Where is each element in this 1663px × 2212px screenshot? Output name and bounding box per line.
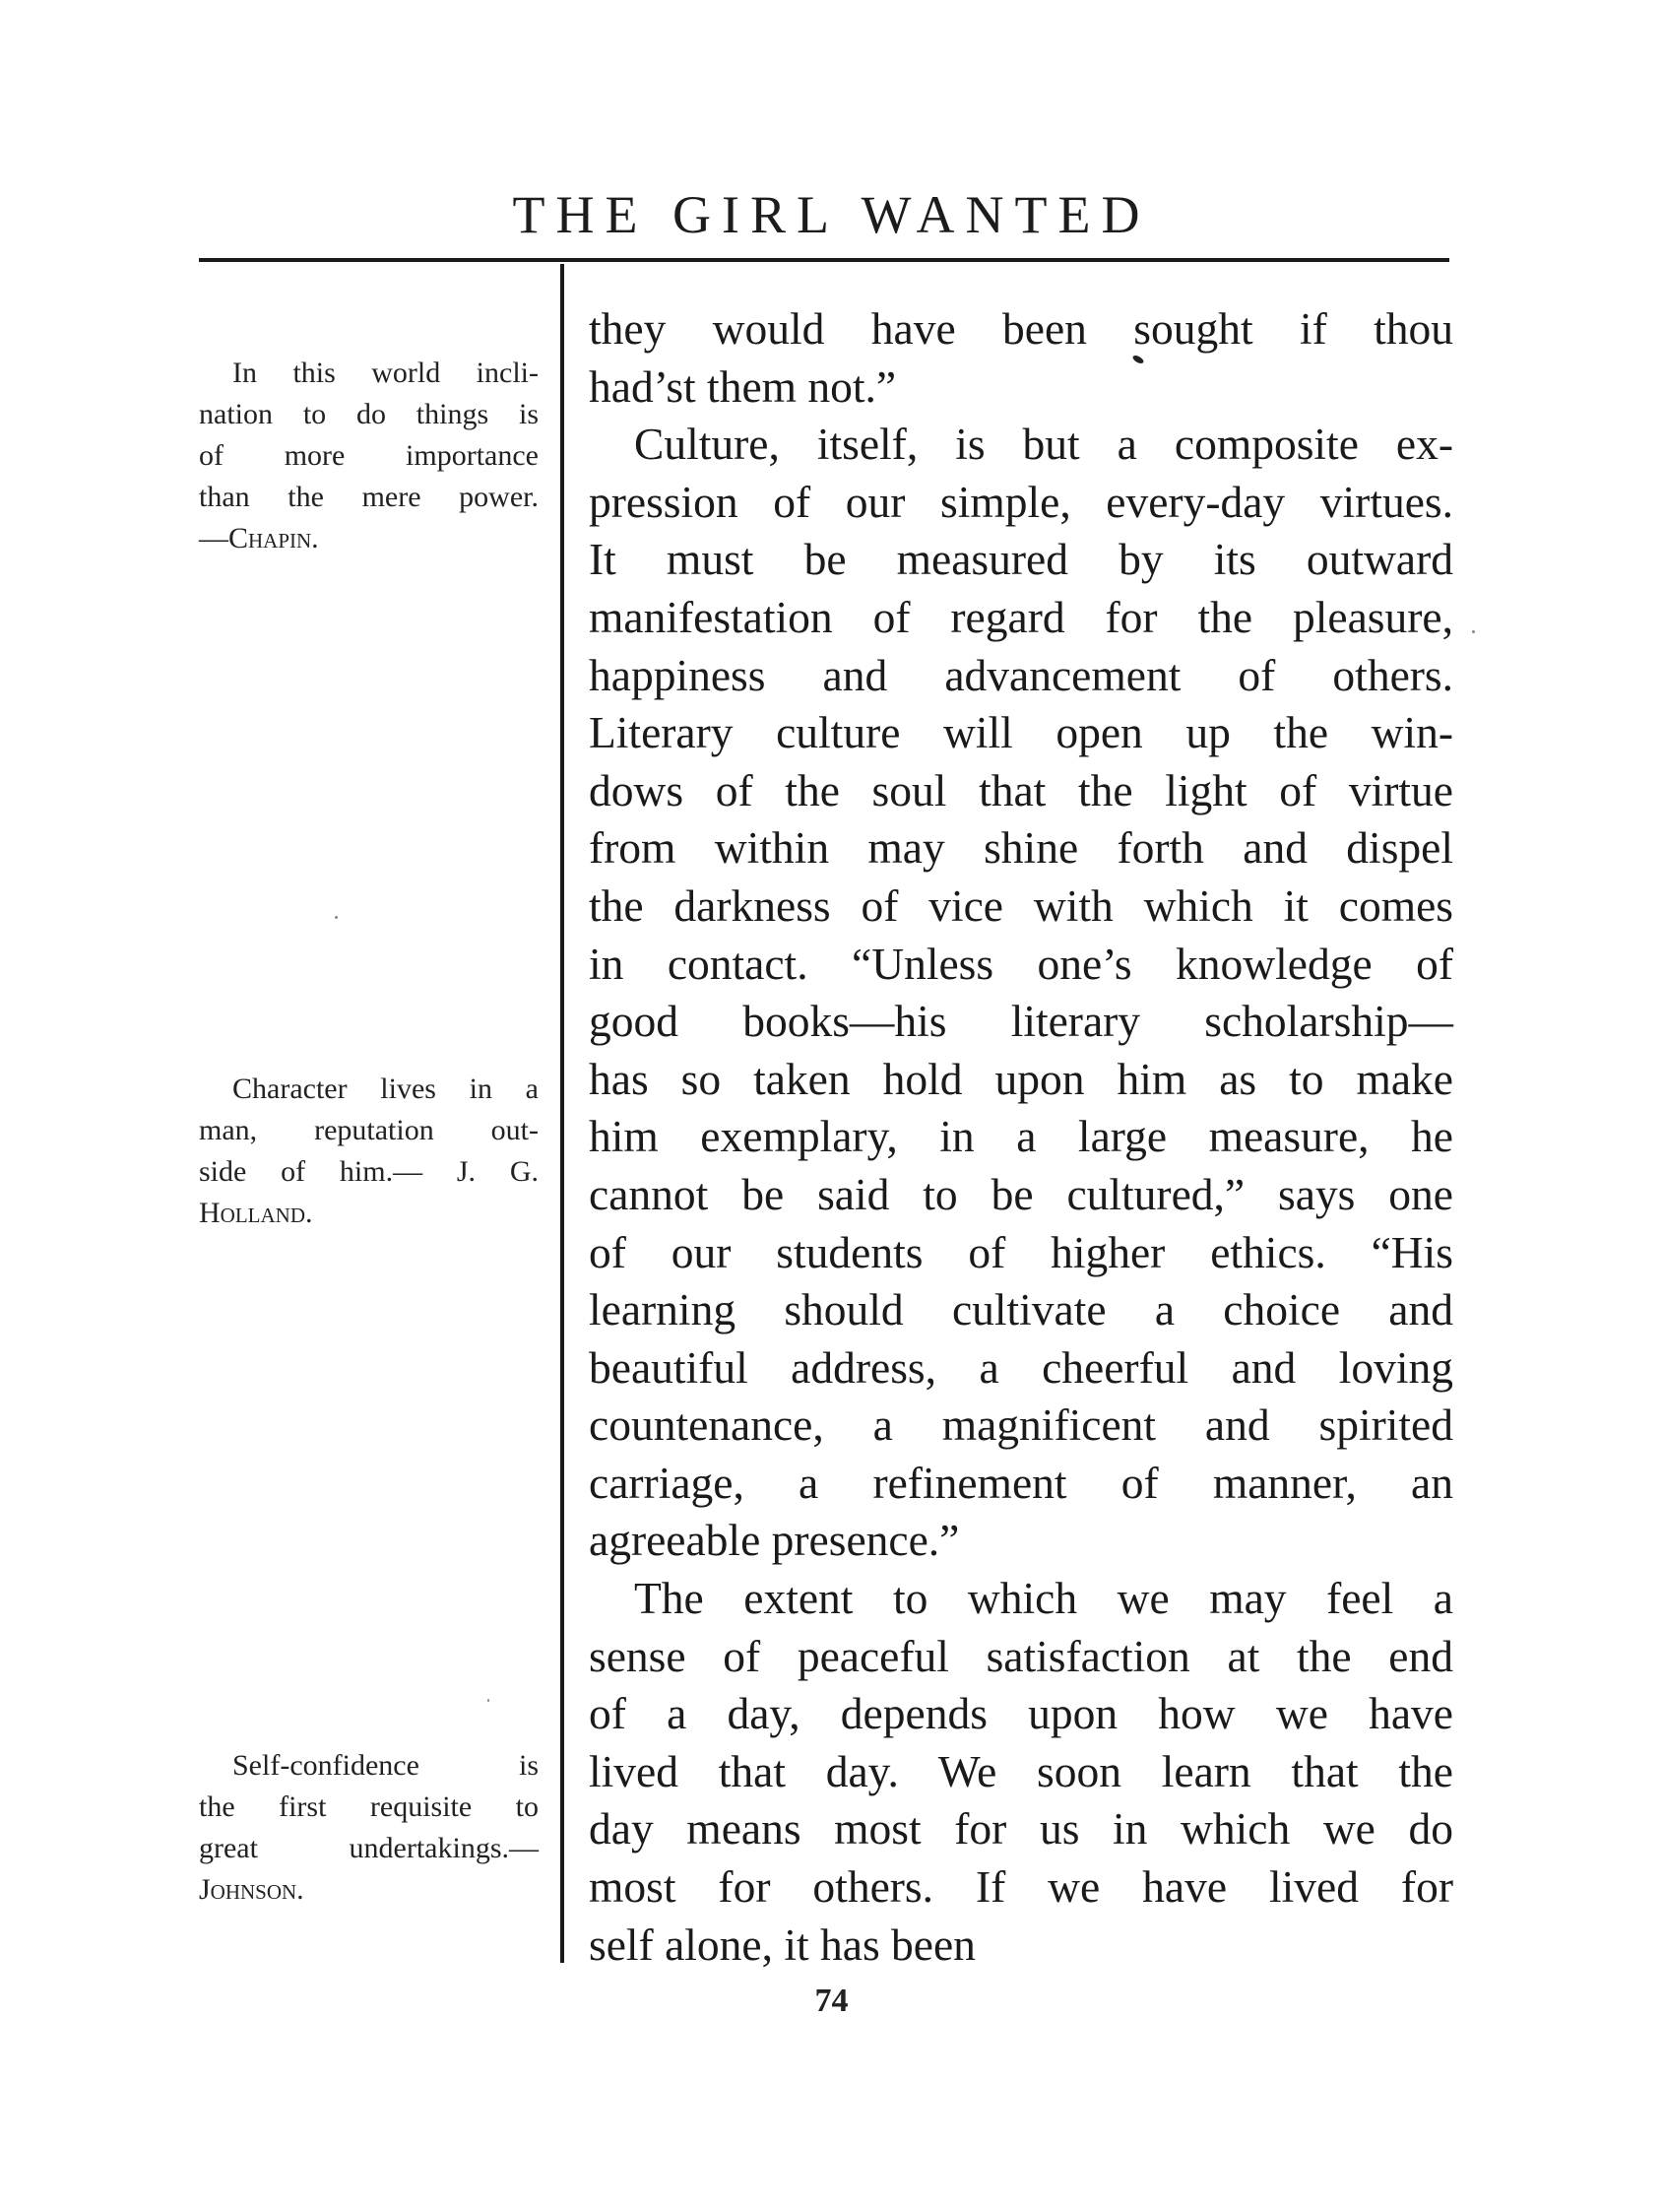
sidenote-chapin — [199, 353, 539, 559]
body-line: from within may shine forth and dispel — [589, 822, 1453, 874]
running-head: THE GIRL WANTED — [512, 185, 1151, 244]
sidenote-attribution: Chapin. — [228, 522, 319, 554]
sidenote-attribution-line — [199, 518, 539, 559]
body-line: Literary culture will open up the win- — [589, 707, 1453, 758]
body-line: beautiful address, a cheerful and loving — [589, 1341, 1453, 1393]
body-line: dows of the soul that the light of virtue — [589, 764, 1453, 815]
sidenote-line: the first requisite to — [199, 1790, 539, 1823]
body-line: lived that day. We soon learn that the — [589, 1745, 1453, 1796]
body-line: good books—his literary scholarship— — [589, 996, 1453, 1047]
body-line: of our students of higher ethics. “His — [589, 1226, 1453, 1277]
body-line: day means most for us in which we do — [589, 1803, 1453, 1854]
page-number: 74 — [814, 1983, 849, 2019]
body-line: has so taken hold upon him as to make — [589, 1053, 1453, 1104]
body-line: countenance, a magnificent and spirited — [589, 1399, 1453, 1451]
body-line: sense of peaceful satisfaction at the end — [589, 1630, 1453, 1681]
body-line: It must be measured by its outward — [589, 534, 1453, 585]
sidenote-johnson — [199, 1745, 539, 1911]
body-line: the darkness of vice with which it comes — [589, 879, 1453, 931]
ink-speck — [335, 916, 338, 919]
body-line: most for others. If we have lived for — [589, 1861, 1453, 1913]
body-line: learning should cultivate a choice and — [589, 1284, 1453, 1335]
ink-speck — [487, 1699, 489, 1702]
sidenote-line: nation to do things is — [199, 398, 539, 430]
sidenote-holland — [199, 1069, 539, 1234]
sidenote-line: great undertakings.— — [199, 1832, 539, 1864]
body-line: agreeable presence.” — [589, 1515, 960, 1566]
body-line: cannot be said to be cultured,” says one — [589, 1168, 1453, 1219]
header-rule — [199, 258, 1449, 262]
sidenote-attribution: Johnson. — [199, 1873, 304, 1906]
sidenote-line: man, reputation out- — [199, 1114, 539, 1146]
body-line: of a day, depends upon how we have — [589, 1688, 1453, 1739]
sidenote-line: side of him.— J. G. — [199, 1155, 539, 1188]
body-line: Culture, itself, is but a composite ex- — [634, 419, 1453, 470]
sidenote-line: than the mere power. — [199, 481, 539, 513]
body-line: in contact. “Unless one’s knowledge of — [589, 938, 1453, 989]
body-line: manifestation of regard for the pleasure, — [589, 591, 1453, 642]
body-line: they would have been sought if thou — [589, 303, 1453, 354]
sidenote-line: In this world incli- — [232, 357, 539, 389]
body-line: happiness and advancement of others. — [589, 649, 1453, 700]
sidenote-attribution: Holland. — [199, 1197, 313, 1229]
body-line: pression of our simple, every-day virtues. — [589, 476, 1453, 527]
sidenote-line: Character lives in a — [232, 1073, 539, 1105]
body-line: carriage, a refinement of manner, an — [589, 1457, 1453, 1508]
column-divider-rule — [560, 264, 564, 1963]
sidenote-line: Self-confidence is — [232, 1749, 539, 1782]
body-text — [589, 300, 1453, 1974]
body-line: self alone, it has been — [589, 1919, 976, 1970]
body-line: had’st them not.” — [589, 360, 897, 412]
ink-speck — [1472, 630, 1475, 633]
body-line: The extent to which we may feel a — [634, 1573, 1453, 1624]
attribution-dash: — — [199, 522, 228, 554]
body-line: him exemplary, in a large measure, he — [589, 1111, 1453, 1162]
sidenote-line: of more importance — [199, 439, 539, 472]
